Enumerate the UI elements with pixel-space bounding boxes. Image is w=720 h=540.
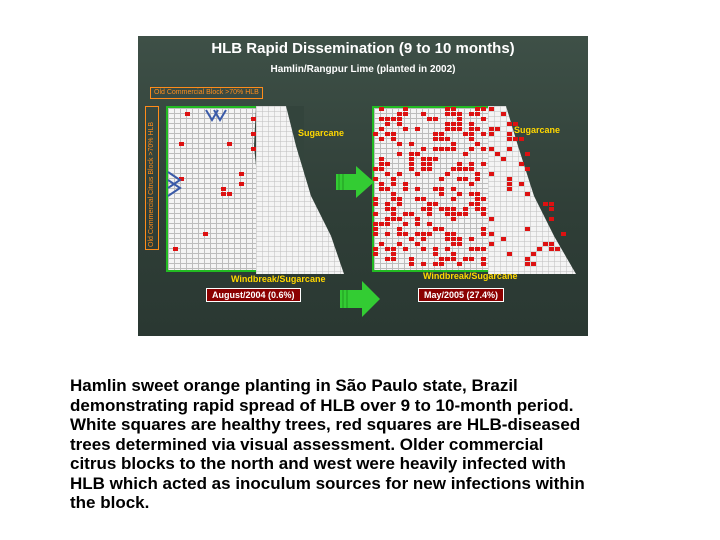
diseased-tree-marker xyxy=(433,147,438,151)
diseased-tree-marker xyxy=(427,202,432,206)
diseased-tree-marker xyxy=(179,142,184,146)
diseased-tree-marker xyxy=(469,182,474,186)
slide-title: HLB Rapid Dissemination (9 to 10 months) xyxy=(211,40,515,57)
diseased-tree-marker xyxy=(457,262,462,266)
diseased-tree-marker xyxy=(403,112,408,116)
diseased-tree-marker xyxy=(403,107,408,111)
diseased-tree-marker xyxy=(379,157,384,161)
diseased-tree-marker xyxy=(463,152,468,156)
diseased-tree-marker xyxy=(421,147,426,151)
diseased-tree-marker xyxy=(397,227,402,231)
diseased-tree-marker xyxy=(531,252,536,256)
diseased-tree-marker xyxy=(373,247,378,251)
diseased-tree-marker xyxy=(519,182,524,186)
diseased-tree-marker xyxy=(397,242,402,246)
diseased-tree-marker xyxy=(391,177,396,181)
diseased-tree-marker xyxy=(457,242,462,246)
diseased-tree-marker xyxy=(373,227,378,231)
diseased-tree-marker xyxy=(445,127,450,131)
diseased-tree-marker xyxy=(445,232,450,236)
diseased-tree-marker xyxy=(379,222,384,226)
diseased-tree-marker xyxy=(409,237,414,241)
diseased-tree-marker xyxy=(525,167,530,171)
diseased-tree-marker xyxy=(433,157,438,161)
diseased-tree-marker xyxy=(451,127,456,131)
diseased-tree-marker xyxy=(433,202,438,206)
diseased-tree-marker xyxy=(451,207,456,211)
diseased-tree-marker xyxy=(489,172,494,176)
diseased-tree-marker xyxy=(489,147,494,151)
diseased-tree-marker xyxy=(439,262,444,266)
diseased-tree-marker xyxy=(451,107,456,111)
diseased-tree-marker xyxy=(397,197,402,201)
diseased-tree-marker xyxy=(439,187,444,191)
diseased-tree-marker xyxy=(391,117,396,121)
diseased-tree-marker xyxy=(227,142,232,146)
left-windbreak-label: Windbreak/Sugarcane xyxy=(231,274,326,284)
diseased-tree-marker xyxy=(397,217,402,221)
diseased-tree-marker xyxy=(373,212,378,216)
right-windbreak-label: Windbreak/Sugarcane xyxy=(423,271,518,281)
diseased-tree-marker xyxy=(397,117,402,121)
diseased-tree-marker xyxy=(227,192,232,196)
caption-line: demonstrating rapid spread of HLB over 9 to 10-month period. xyxy=(70,395,574,415)
diseased-tree-marker xyxy=(451,147,456,151)
diseased-tree-marker xyxy=(475,142,480,146)
diseased-tree-marker xyxy=(481,197,486,201)
diseased-tree-marker xyxy=(463,212,468,216)
diseased-tree-marker xyxy=(373,232,378,236)
diseased-tree-marker xyxy=(445,112,450,116)
right-plot xyxy=(372,106,490,272)
diseased-tree-marker xyxy=(391,182,396,186)
west-inoculum-arrow-icon xyxy=(166,170,188,200)
diseased-tree-marker xyxy=(481,147,486,151)
diseased-tree-marker xyxy=(415,242,420,246)
diseased-tree-marker xyxy=(457,212,462,216)
diseased-tree-marker xyxy=(463,207,468,211)
diseased-tree-marker xyxy=(433,187,438,191)
diseased-tree-marker xyxy=(409,152,414,156)
diseased-tree-marker xyxy=(421,157,426,161)
diseased-tree-marker xyxy=(543,242,548,246)
diseased-tree-marker xyxy=(475,247,480,251)
diseased-tree-marker xyxy=(439,257,444,261)
diseased-tree-marker xyxy=(481,162,486,166)
diseased-tree-marker xyxy=(481,117,486,121)
diseased-tree-marker xyxy=(457,167,462,171)
diseased-tree-marker xyxy=(385,247,390,251)
diseased-tree-marker xyxy=(439,207,444,211)
diseased-tree-marker xyxy=(439,132,444,136)
slide-image xyxy=(138,36,588,336)
diseased-tree-marker xyxy=(439,147,444,151)
diseased-tree-marker xyxy=(397,202,402,206)
diseased-tree-marker xyxy=(173,247,178,251)
diseased-tree-marker xyxy=(203,232,208,236)
diseased-tree-marker xyxy=(385,117,390,121)
diseased-tree-marker xyxy=(469,112,474,116)
diseased-tree-marker xyxy=(489,107,494,111)
diseased-tree-marker xyxy=(475,107,480,111)
diseased-tree-marker xyxy=(397,122,402,126)
diseased-tree-marker xyxy=(391,257,396,261)
diseased-tree-marker xyxy=(451,167,456,171)
diseased-tree-marker xyxy=(481,107,486,111)
diseased-tree-marker xyxy=(415,187,420,191)
diseased-tree-marker xyxy=(457,117,462,121)
slide-subtitle: Hamlin/Rangpur Lime (planted in 2002) xyxy=(270,64,456,75)
diseased-tree-marker xyxy=(433,117,438,121)
diseased-tree-marker xyxy=(239,172,244,176)
diseased-tree-marker xyxy=(385,132,390,136)
diseased-tree-marker xyxy=(397,152,402,156)
diseased-tree-marker xyxy=(457,112,462,116)
diseased-tree-marker xyxy=(475,197,480,201)
diseased-tree-marker xyxy=(507,187,512,191)
diseased-tree-marker xyxy=(481,227,486,231)
diseased-tree-marker xyxy=(185,112,190,116)
diseased-tree-marker xyxy=(433,227,438,231)
diseased-tree-marker xyxy=(391,197,396,201)
diseased-tree-marker xyxy=(507,132,512,136)
diseased-tree-marker xyxy=(469,167,474,171)
diseased-tree-marker xyxy=(549,207,554,211)
diseased-tree-marker xyxy=(525,257,530,261)
diseased-tree-marker xyxy=(451,252,456,256)
diseased-tree-marker xyxy=(427,232,432,236)
diseased-tree-marker xyxy=(451,112,456,116)
diseased-tree-marker xyxy=(481,207,486,211)
diseased-tree-marker xyxy=(445,237,450,241)
diseased-tree-marker xyxy=(397,172,402,176)
diseased-tree-marker xyxy=(409,142,414,146)
diseased-tree-marker xyxy=(379,107,384,111)
diseased-tree-marker xyxy=(391,252,396,256)
diseased-tree-marker xyxy=(409,167,414,171)
diseased-tree-marker xyxy=(445,122,450,126)
diseased-tree-marker xyxy=(451,142,456,146)
diseased-tree-marker xyxy=(415,197,420,201)
diseased-tree-marker xyxy=(439,192,444,196)
right-date-label: May/2005 (27.4%) xyxy=(418,288,504,302)
diseased-tree-marker xyxy=(379,127,384,131)
diseased-tree-marker xyxy=(427,207,432,211)
diseased-tree-marker xyxy=(451,197,456,201)
diseased-tree-marker xyxy=(489,217,494,221)
diseased-tree-marker xyxy=(469,127,474,131)
diseased-tree-marker xyxy=(469,147,474,151)
diseased-tree-marker xyxy=(507,137,512,141)
diseased-tree-marker xyxy=(379,162,384,166)
west-block-label xyxy=(145,106,159,250)
diseased-tree-marker xyxy=(469,162,474,166)
diseased-tree-marker xyxy=(415,217,420,221)
diseased-tree-marker xyxy=(409,257,414,261)
diseased-tree-marker xyxy=(385,172,390,176)
diseased-tree-marker xyxy=(457,127,462,131)
diseased-tree-marker xyxy=(221,187,226,191)
caption-line: trees determined via visual assessment. Older commercial xyxy=(70,434,544,454)
diseased-tree-marker xyxy=(403,232,408,236)
diseased-tree-marker xyxy=(445,172,450,176)
diseased-tree-marker xyxy=(457,177,462,181)
diseased-tree-marker xyxy=(421,207,426,211)
diseased-tree-marker xyxy=(415,172,420,176)
diseased-tree-marker xyxy=(427,157,432,161)
diseased-tree-marker xyxy=(385,207,390,211)
diseased-tree-marker xyxy=(445,212,450,216)
diseased-tree-marker xyxy=(415,222,420,226)
diseased-tree-marker xyxy=(409,157,414,161)
diseased-tree-marker xyxy=(451,187,456,191)
diseased-tree-marker xyxy=(385,122,390,126)
diseased-tree-marker xyxy=(507,122,512,126)
diseased-tree-marker xyxy=(433,132,438,136)
diseased-tree-marker xyxy=(481,257,486,261)
diseased-tree-marker xyxy=(457,237,462,241)
diseased-tree-marker xyxy=(463,257,468,261)
diseased-tree-marker xyxy=(489,127,494,131)
diseased-tree-marker xyxy=(239,182,244,186)
diseased-tree-marker xyxy=(403,222,408,226)
diseased-tree-marker xyxy=(445,247,450,251)
diseased-tree-marker xyxy=(489,132,494,136)
diseased-tree-marker xyxy=(379,182,384,186)
diseased-tree-marker xyxy=(433,252,438,256)
diseased-tree-marker xyxy=(537,247,542,251)
diseased-tree-marker xyxy=(507,252,512,256)
diseased-tree-marker xyxy=(507,147,512,151)
diseased-tree-marker xyxy=(469,132,474,136)
diseased-tree-marker xyxy=(409,262,414,266)
diseased-tree-marker xyxy=(475,202,480,206)
diseased-tree-marker xyxy=(391,212,396,216)
diseased-tree-marker xyxy=(415,127,420,131)
diseased-tree-marker xyxy=(385,187,390,191)
diseased-tree-marker xyxy=(379,167,384,171)
diseased-tree-marker xyxy=(451,237,456,241)
north-block-label xyxy=(150,87,263,99)
diseased-tree-marker xyxy=(391,132,396,136)
diseased-tree-marker xyxy=(463,167,468,171)
diseased-tree-marker xyxy=(397,112,402,116)
diseased-tree-marker xyxy=(519,162,524,166)
diseased-tree-marker xyxy=(385,232,390,236)
north-block-label-text: Old Commercial Block >70% HLB xyxy=(154,89,259,96)
diseased-tree-marker xyxy=(391,217,396,221)
diseased-tree-marker xyxy=(373,202,378,206)
diseased-tree-marker xyxy=(421,112,426,116)
diseased-tree-marker xyxy=(433,262,438,266)
diseased-tree-marker xyxy=(403,187,408,191)
diseased-tree-marker xyxy=(385,162,390,166)
diseased-tree-marker xyxy=(475,112,480,116)
diseased-tree-marker xyxy=(457,162,462,166)
diseased-tree-marker xyxy=(379,117,384,121)
caption-line: the block. xyxy=(70,493,150,512)
diseased-tree-marker xyxy=(561,232,566,236)
diseased-tree-marker xyxy=(481,132,486,136)
diseased-tree-marker xyxy=(415,152,420,156)
diseased-tree-marker xyxy=(403,127,408,131)
diseased-tree-marker xyxy=(469,202,474,206)
diseased-tree-marker xyxy=(421,237,426,241)
diseased-tree-marker xyxy=(439,227,444,231)
diseased-tree-marker xyxy=(403,182,408,186)
diseased-tree-marker xyxy=(469,257,474,261)
diseased-tree-marker xyxy=(481,232,486,236)
diseased-tree-marker xyxy=(525,192,530,196)
diseased-tree-marker xyxy=(391,137,396,141)
diseased-tree-marker xyxy=(489,232,494,236)
caption-line: HLB which acted as inoculum sources for new infections within xyxy=(70,473,585,493)
diseased-tree-marker xyxy=(451,212,456,216)
diseased-tree-marker xyxy=(507,182,512,186)
diseased-tree-marker xyxy=(415,232,420,236)
diseased-tree-marker xyxy=(433,247,438,251)
diseased-tree-marker xyxy=(445,207,450,211)
diseased-tree-marker xyxy=(451,122,456,126)
diseased-tree-marker xyxy=(445,257,450,261)
diseased-tree-marker xyxy=(373,252,378,256)
diseased-tree-marker xyxy=(519,137,524,141)
north-inoculum-arrow-icon xyxy=(202,108,232,126)
diseased-tree-marker xyxy=(475,192,480,196)
diseased-tree-marker xyxy=(475,127,480,131)
diseased-tree-marker xyxy=(373,222,378,226)
diseased-tree-marker xyxy=(451,257,456,261)
diseased-tree-marker xyxy=(549,242,554,246)
diseased-tree-marker xyxy=(391,247,396,251)
left-sugarcane-label: Sugarcane xyxy=(298,128,345,138)
caption-line: citrus blocks to the north and west were heavily infected with xyxy=(70,454,566,473)
diseased-tree-marker xyxy=(427,162,432,166)
diseased-tree-marker xyxy=(427,167,432,171)
diseased-tree-marker xyxy=(427,222,432,226)
diseased-tree-marker xyxy=(451,232,456,236)
diseased-tree-marker xyxy=(475,207,480,211)
diseased-tree-marker xyxy=(409,162,414,166)
diseased-tree-marker xyxy=(385,257,390,261)
diseased-tree-marker xyxy=(463,132,468,136)
diseased-tree-marker xyxy=(427,212,432,216)
diseased-tree-marker xyxy=(379,187,384,191)
diseased-tree-marker xyxy=(385,202,390,206)
figure-caption xyxy=(70,376,690,513)
diseased-tree-marker xyxy=(481,262,486,266)
diseased-tree-marker xyxy=(525,227,530,231)
diseased-tree-marker xyxy=(501,157,506,161)
diseased-tree-marker xyxy=(555,247,560,251)
diseased-tree-marker xyxy=(507,177,512,181)
diseased-tree-marker xyxy=(531,262,536,266)
diseased-tree-marker xyxy=(463,177,468,181)
diseased-tree-marker xyxy=(439,177,444,181)
diseased-tree-marker xyxy=(445,107,450,111)
diseased-tree-marker xyxy=(439,137,444,141)
diseased-tree-marker xyxy=(391,192,396,196)
diseased-tree-marker xyxy=(391,207,396,211)
progression-arrow-icon xyxy=(336,166,376,198)
diseased-tree-marker xyxy=(525,262,530,266)
diseased-tree-marker xyxy=(469,237,474,241)
diseased-tree-marker xyxy=(445,137,450,141)
diseased-tree-marker xyxy=(543,202,548,206)
diseased-tree-marker xyxy=(451,242,456,246)
time-arrow-icon xyxy=(340,281,382,317)
diseased-tree-marker xyxy=(501,237,506,241)
diseased-tree-marker xyxy=(427,117,432,121)
diseased-tree-marker xyxy=(379,137,384,141)
west-block-label-text: Old Commercial Citrus Block >70% HLB xyxy=(148,121,155,247)
diseased-tree-marker xyxy=(495,127,500,131)
diseased-tree-marker xyxy=(469,247,474,251)
diseased-tree-marker xyxy=(469,137,474,141)
right-sugarcane-label: Sugarcane xyxy=(514,125,561,135)
diseased-tree-marker xyxy=(451,217,456,221)
diseased-tree-marker xyxy=(403,247,408,251)
diseased-tree-marker xyxy=(525,152,530,156)
diseased-tree-marker xyxy=(373,132,378,136)
diseased-tree-marker xyxy=(421,262,426,266)
diseased-tree-marker xyxy=(469,192,474,196)
diseased-tree-marker xyxy=(475,172,480,176)
diseased-tree-marker xyxy=(513,137,518,141)
caption-line: White squares are healthy trees, red squares are HLB-diseased xyxy=(70,415,581,434)
diseased-tree-marker xyxy=(469,122,474,126)
diseased-tree-marker xyxy=(421,162,426,166)
diseased-tree-marker xyxy=(549,247,554,251)
diseased-tree-marker xyxy=(457,192,462,196)
diseased-tree-marker xyxy=(433,137,438,141)
caption-line: Hamlin sweet orange planting in São Paulo state, Brazil xyxy=(70,376,518,395)
diseased-tree-marker xyxy=(421,167,426,171)
diseased-tree-marker xyxy=(421,232,426,236)
diseased-tree-marker xyxy=(481,212,486,216)
diseased-tree-marker xyxy=(221,192,226,196)
diseased-tree-marker xyxy=(421,247,426,251)
diseased-tree-marker xyxy=(379,242,384,246)
diseased-tree-marker xyxy=(475,177,480,181)
diseased-tree-marker xyxy=(403,212,408,216)
diseased-tree-marker xyxy=(409,212,414,216)
diseased-tree-marker xyxy=(501,112,506,116)
diseased-tree-marker xyxy=(421,197,426,201)
diseased-tree-marker xyxy=(549,217,554,221)
left-date-label: August/2004 (0.6%) xyxy=(206,288,301,302)
diseased-tree-marker xyxy=(385,222,390,226)
diseased-tree-marker xyxy=(385,217,390,221)
diseased-tree-marker xyxy=(445,147,450,151)
diseased-tree-marker xyxy=(489,242,494,246)
diseased-tree-marker xyxy=(457,122,462,126)
diseased-tree-marker xyxy=(495,152,500,156)
diseased-tree-marker xyxy=(549,202,554,206)
diseased-tree-marker xyxy=(397,232,402,236)
diseased-tree-marker xyxy=(397,142,402,146)
diseased-tree-marker xyxy=(481,247,486,251)
